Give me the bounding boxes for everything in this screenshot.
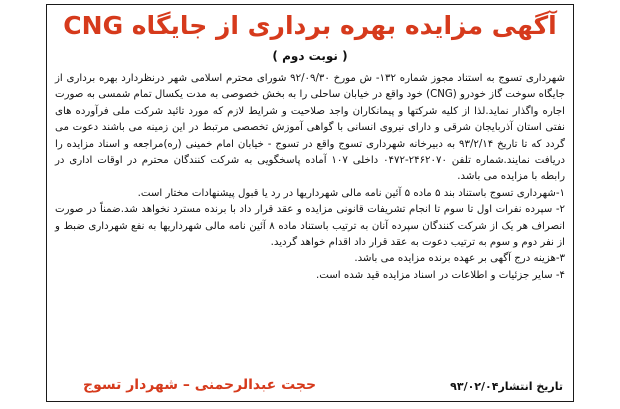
publish-date: تاریخ انتشار۹۳/۰۲/۰۴ — [450, 380, 563, 393]
signature: حجت عبدالرحمنی – شهردار تسوج — [83, 377, 317, 393]
notice-clause-3: ۳-هزینه درج آگهی بر عهده برنده مزایده می باشد. — [354, 253, 565, 265]
notice-body — [55, 71, 565, 284]
notice-frame — [46, 4, 574, 402]
notice-clause-2: ۲- سپرده نفرات اول تا سوم تا انجام تشریفات قانونی مزایده و عقد قرار داد با برنده مسترد نخواهد شد.ضمناً در صورت انصراف هر یک از شرکت کنندگان سپرده آنان به ترتیب باستناد ماده ۸ آئین نامه مالی شهرداریها به نفع شهرداری ضبط و از نفر دوم و سوم به ترتیب دعوت به عقد قرار داد اقدام خواهد گردید. — [55, 204, 565, 249]
notice-subtitle: ( نوبت دوم ) — [272, 49, 348, 63]
notice-intro: شهرداری تسوج به استناد مجوز شماره ۱۳۲- ش مورخ ۹۲/۰۹/۳۰ شورای محترم اسلامی شهر درنظردارد بهره برداری از جایگاه سوخت گاز خودرو (CNG) خود واقع در خیابان ساحلی را به بخش خصوصی به مدت یکسال تمام شمسی به صورت اجاره واگذار نماید.لذا از کلیه شرکتها و پیمانکاران واجد صلاحیت و شرایط لازم که مورد تائید شرکت ملی فرآورده های نفتی استان آذربایجان شرقی و دارای نیروی انسانی با گواهی آموزش تخصصی مرتبط در این زمینه می باشند دعوت می گردد که تا تاریخ ۹۳/۲/۱۴ به دبیرخانه شهرداری تسوج واقع در تسوج - خیابان امام خمینی (ره)مراجعه و اسناد مزایده را دریافت نمایند.شماره تلفن ۲۴۶۲۰۷۰-۰۴۷۲ داخلی ۱۰۷ آماده پاسخگویی به شرکت کنندگان محترم در اوقات اداری در رابطه با مزایده می باشد. — [55, 73, 565, 183]
notice-clause-4: ۴- سایر جزئیات و اطلاعات در اسناد مزایده قید شده است. — [316, 269, 565, 281]
notice-title: آگهی مزایده بهره برداری از جایگاه CNG — [63, 11, 557, 40]
notice-clause-1: ۱-شهرداری تسوج باستناد بند ۵ ماده ۵ آئین نامه مالی شهرداریها در رد یا قبول پیشنهادات مختار است. — [137, 187, 565, 199]
